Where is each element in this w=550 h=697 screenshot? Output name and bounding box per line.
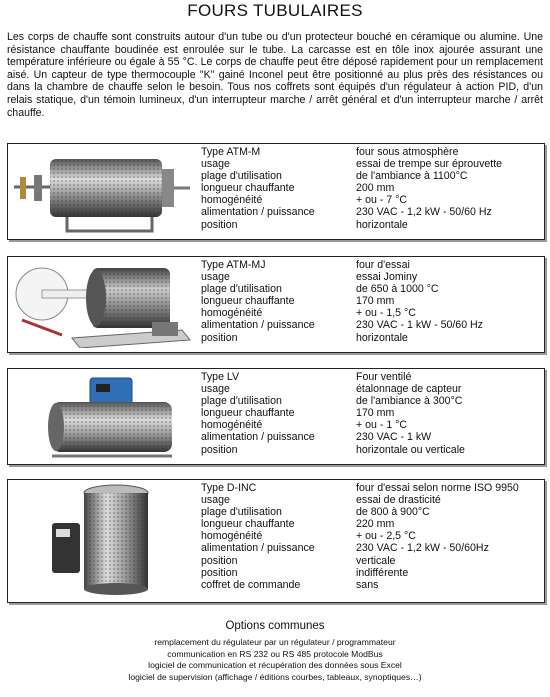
furnace-d-inc-image: [12, 483, 192, 599]
spec-value: + ou - 7 °C: [356, 194, 408, 207]
spec-row: [201, 307, 483, 319]
spec-key: plage d'utilisation: [201, 506, 282, 519]
spec-value: four d'essai: [356, 259, 410, 271]
spec-row: [201, 419, 465, 431]
options-list: [0, 637, 550, 683]
spec-row: [201, 158, 502, 170]
intro-paragraph: Les corps de chauffe sont construits autour d'un tube ou d'un protecteur bouché en céramique ou alumine. Une résistance chauffante boudinée est enroulée sur le tube. La carcasse est en tôle inox ajourée assurant une température inférieure ou égale à 55 °C. Le corps de chauffe peut être déposé rapidement pour un remplacement aisé. Un capteur de type thermocouple "K" gainé Inconel peut être positionné au plus près des résistances ou dans la chambre de chauffe selon le besoin. Tous nos coffrets sont équipés d'un régulateur à action PID, d'un relais statique, d'un témoin lumineux, d'un interrupteur marche / arrêt général et d'un interrupteur marche / arrêt chauffe.: [7, 31, 543, 119]
spec-value: + ou - 1 °C: [356, 419, 408, 432]
options-title: Options communes: [225, 620, 325, 632]
furnace-atm-mj-image: [12, 260, 192, 348]
spec-value: four sous atmosphère: [356, 146, 459, 158]
spec-row: [201, 431, 465, 443]
specs-d-inc: [201, 482, 519, 591]
spec-value: essai de trempe sur éprouvette: [356, 158, 503, 171]
spec-value: de l'ambiance à 1100°C: [356, 170, 468, 183]
spec-key: position: [201, 554, 238, 567]
spec-key: position: [201, 443, 238, 456]
spec-row: [201, 444, 465, 456]
spec-key: usage: [201, 383, 230, 396]
spec-key: homogénéité: [201, 194, 263, 207]
spec-value: indifférente: [356, 566, 409, 579]
specs-atm-m: [201, 146, 502, 231]
spec-row: [201, 206, 502, 218]
spec-key: position: [201, 331, 238, 344]
spec-value: horizontale ou verticale: [356, 443, 465, 456]
spec-row: [201, 170, 502, 182]
spec-value: 170 mm: [356, 295, 395, 308]
spec-key: longueur chauffante: [201, 182, 295, 195]
spec-row: [201, 332, 483, 344]
spec-row: [201, 146, 502, 158]
product-card-lv: [7, 368, 545, 465]
spec-value: 170 mm: [356, 407, 395, 420]
spec-value: 230 VAC - 1 kW - 50/60 Hz: [356, 319, 483, 332]
spec-value: sans: [356, 578, 379, 591]
spec-key: longueur chauffante: [201, 407, 295, 420]
spec-value: essai Jominy: [356, 271, 418, 284]
spec-value: essai de drasticité: [356, 494, 441, 507]
spec-key: alimentation / puissance: [201, 319, 315, 332]
spec-value: 220 mm: [356, 518, 395, 531]
option-item: logiciel de communication et récupération des données sous Excel: [148, 660, 402, 671]
spec-key: homogénéité: [201, 307, 263, 320]
spec-key: Type LV: [201, 371, 240, 383]
spec-key: usage: [201, 494, 230, 507]
spec-row: [201, 530, 519, 542]
spec-row: [201, 506, 519, 518]
spec-key: alimentation / puissance: [201, 206, 315, 219]
option-item: logiciel de supervision (affichage / éditions courbes, tableaux, synoptiques…): [128, 671, 422, 682]
spec-key: plage d'utilisation: [201, 170, 282, 183]
spec-value: 200 mm: [356, 182, 395, 195]
spec-value: + ou - 2,5 °C: [356, 530, 416, 543]
spec-key: position: [201, 566, 238, 579]
spec-row: [201, 295, 483, 307]
product-card-d-inc: [7, 479, 545, 603]
spec-row: [201, 194, 502, 206]
spec-value: horizontale: [356, 331, 408, 344]
spec-row: [201, 567, 519, 579]
furnace-lv-image: [12, 372, 192, 460]
spec-value: 230 VAC - 1,2 kW - 50/60 Hz: [356, 206, 492, 219]
spec-key: coffret de commande: [201, 578, 301, 591]
spec-row: [201, 395, 465, 407]
spec-value: étalonnage de capteur: [356, 383, 462, 396]
option-item: remplacement du régulateur par un régulateur / programmateur: [154, 637, 396, 647]
spec-row: [201, 319, 483, 331]
spec-value: 230 VAC - 1,2 kW - 50/60Hz: [356, 542, 489, 555]
spec-key: plage d'utilisation: [201, 395, 282, 408]
spec-row: [201, 371, 465, 383]
spec-value: Four ventilé: [356, 371, 412, 383]
spec-value: verticale: [356, 554, 396, 567]
spec-row: [201, 271, 483, 283]
spec-key: longueur chauffante: [201, 295, 295, 308]
spec-value: four d'essai selon norme ISO 9950: [356, 482, 519, 494]
furnace-atm-m-image: [12, 147, 192, 235]
spec-value: 230 VAC - 1 kW: [356, 431, 432, 444]
spec-value: de 650 à 1000 °C: [356, 283, 439, 296]
spec-key: usage: [201, 271, 230, 284]
specs-lv: [201, 371, 465, 456]
spec-key: longueur chauffante: [201, 518, 295, 531]
spec-row: [201, 407, 465, 419]
spec-row: [201, 518, 519, 530]
product-card-atm-mj: [7, 256, 545, 353]
spec-row: [201, 182, 502, 194]
spec-key: alimentation / puissance: [201, 542, 315, 555]
spec-row: [201, 219, 502, 231]
spec-key: position: [201, 218, 238, 231]
product-card-atm-m: [7, 143, 545, 240]
spec-key: alimentation / puissance: [201, 431, 315, 444]
spec-key: usage: [201, 158, 230, 171]
spec-key: homogénéité: [201, 419, 263, 432]
spec-value: de l'ambiance à 300°C: [356, 395, 463, 408]
spec-value: horizontale: [356, 218, 408, 231]
spec-row: [201, 383, 465, 395]
spec-key: plage d'utilisation: [201, 283, 282, 296]
page-title: FOURS TUBULAIRES: [187, 1, 363, 20]
spec-key: Type ATM-MJ: [201, 259, 266, 271]
spec-row: [201, 283, 483, 295]
spec-key: Type ATM-M: [201, 146, 261, 158]
spec-row: [201, 542, 519, 554]
spec-row: [201, 494, 519, 506]
spec-row: [201, 482, 519, 494]
spec-row: [201, 259, 483, 271]
specs-atm-mj: [201, 259, 483, 344]
spec-row: [201, 555, 519, 567]
option-item: communication en RS 232 ou RS 485 protocole ModBus: [167, 648, 383, 659]
spec-value: + ou - 1,5 °C: [356, 307, 416, 320]
spec-key: Type D-INC: [201, 482, 257, 494]
spec-row: [201, 579, 519, 591]
spec-key: homogénéité: [201, 530, 263, 543]
spec-value: de 800 à 900°C: [356, 506, 430, 519]
